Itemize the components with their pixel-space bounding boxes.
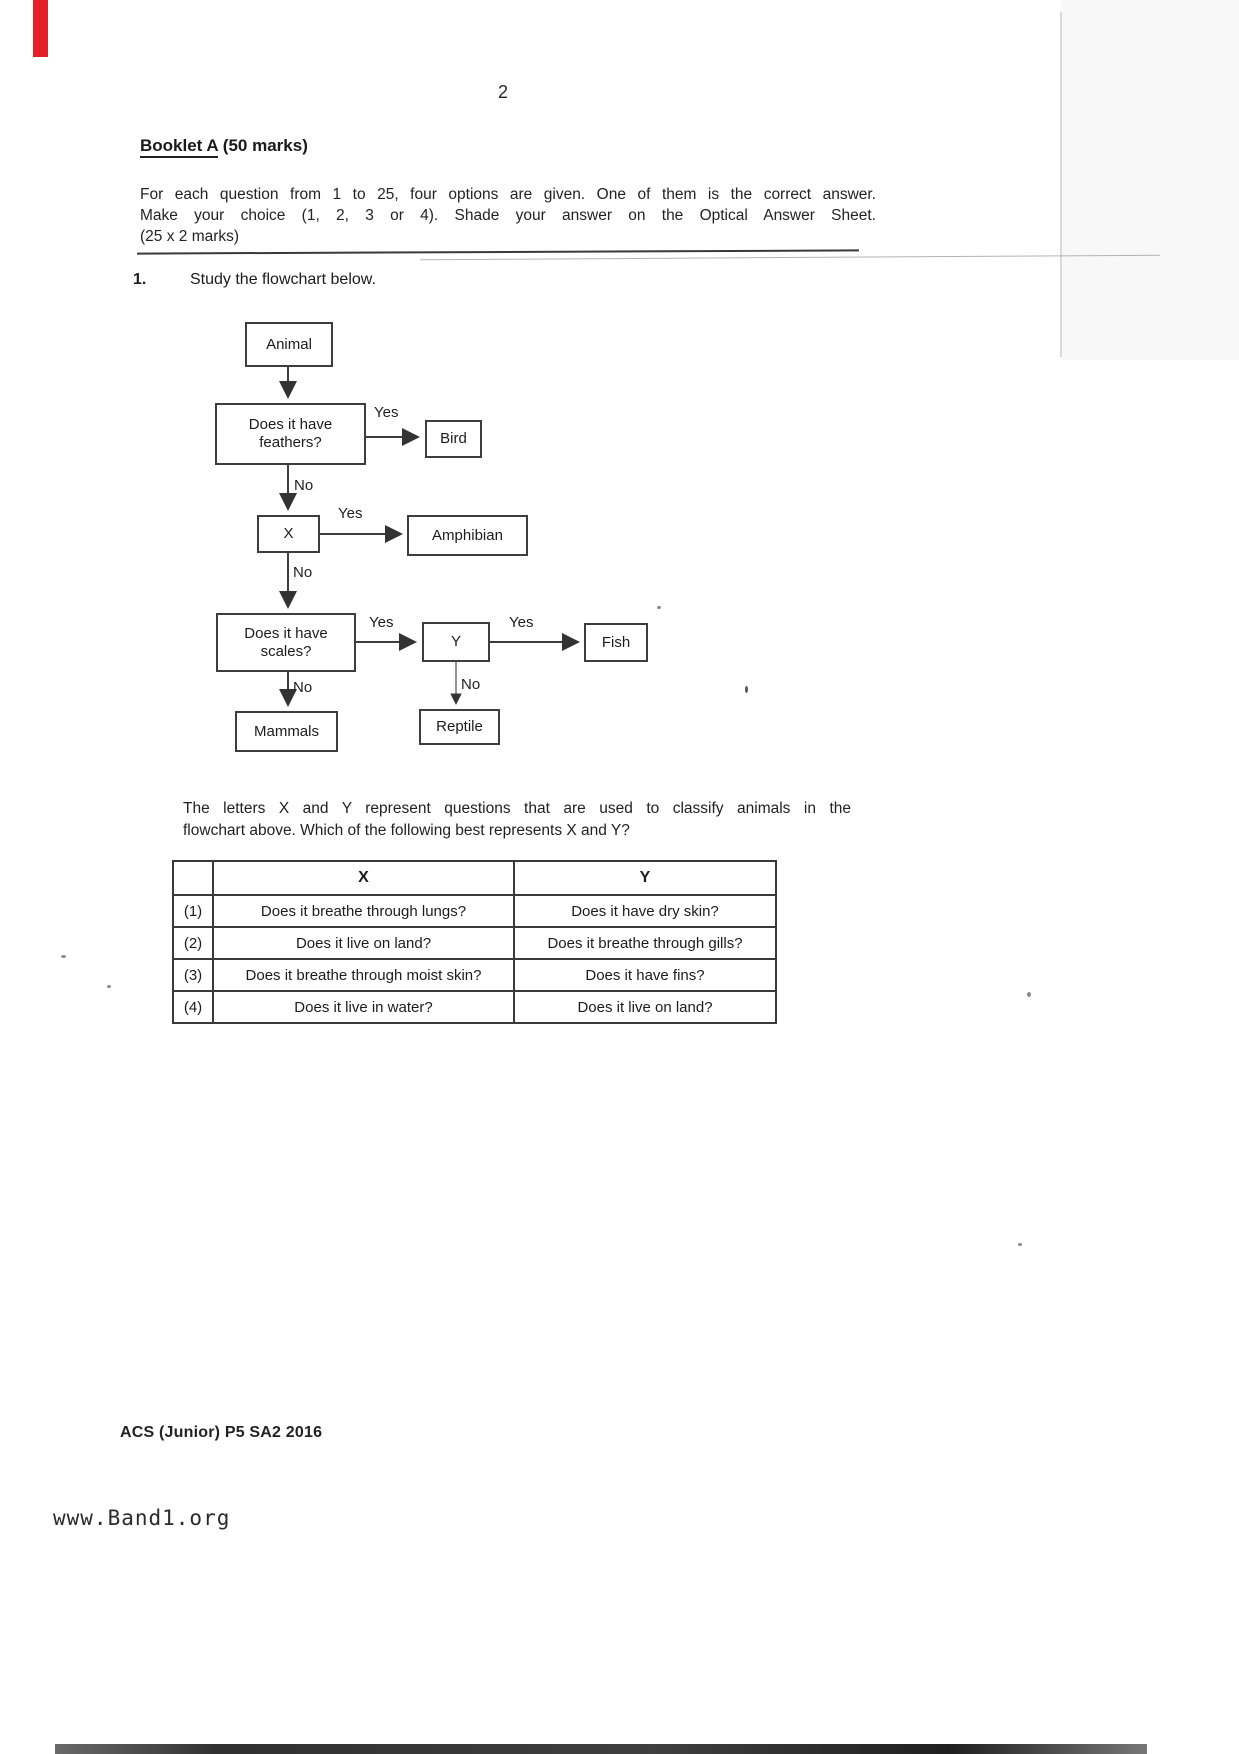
scan-speck (61, 955, 66, 958)
page-footer: ACS (Junior) P5 SA2 2016 (120, 1424, 323, 1441)
page-number: 2 (498, 82, 509, 102)
followup-line-1: The letters X and Y represent questions that are used to classify animals in the (183, 800, 851, 817)
edge-label-scales-yes: Yes (369, 614, 394, 631)
y-cell: Does it have fins? (514, 959, 776, 991)
followup-line-2: flowchart above. Which of the following best represents X and Y? (183, 821, 630, 839)
flowchart-node-x: X (257, 515, 320, 553)
option-number: (2) (173, 927, 213, 959)
watermark: www.Band1.org (53, 1506, 236, 1532)
booklet-title: Booklet A (140, 136, 218, 158)
scan-speck (107, 985, 111, 988)
option-number: (3) (173, 959, 213, 991)
x-cell: Does it live on land? (213, 927, 514, 959)
edge-label-x-no: No (293, 564, 313, 581)
edge-label-feathers-yes: Yes (374, 404, 399, 421)
x-cell: Does it breathe through moist skin? (213, 959, 514, 991)
flowchart-node-reptile: Reptile (419, 709, 500, 745)
flowchart-node-mammals: Mammals (235, 711, 338, 752)
x-cell: Does it breathe through lungs? (213, 895, 514, 927)
flowchart-node-scales-question: Does it have scales? (216, 613, 356, 672)
scan-speck (745, 686, 748, 693)
bottom-bar-artifact (55, 1744, 1147, 1754)
instructions-line-2: Make your choice (1, 2, 3 or 4). Shade your answer on the Optical Answer Sheet. (140, 207, 876, 224)
flowchart-node-amphibian: Amphibian (407, 515, 528, 556)
x-cell: Does it live in water? (213, 991, 514, 1023)
edge-label-x-yes: Yes (338, 505, 363, 522)
scan-speck (657, 606, 661, 609)
flowchart-node-y: Y (422, 622, 490, 662)
instructions-line-3: (25 x 2 marks) (140, 228, 240, 245)
edge-label-y-no: No (461, 676, 481, 693)
option-number: (1) (173, 895, 213, 927)
red-bar-artifact (33, 0, 48, 57)
flowchart-node-feathers-question: Does it have feathers? (215, 403, 366, 465)
scan-speck (1018, 1243, 1022, 1246)
edge-label-y-yes: Yes (509, 614, 534, 631)
question-number: 1. (133, 271, 147, 288)
question-prompt: Study the flowchart below. (190, 271, 376, 288)
y-cell: Does it have dry skin? (514, 895, 776, 927)
flowchart-node-animal: Animal (245, 322, 333, 367)
table-header-x: X (213, 861, 514, 895)
y-cell: Does it breathe through gills? (514, 927, 776, 959)
booklet-marks: (50 marks) (218, 136, 308, 155)
instructions-line-1: For each question from 1 to 25, four options are given. One of them is the correct answer. (140, 186, 876, 203)
edge-label-feathers-no: No (294, 477, 314, 494)
flowchart-node-bird: Bird (425, 420, 482, 458)
edge-label-scales-no: No (293, 679, 313, 696)
option-number: (4) (173, 991, 213, 1023)
y-cell: Does it live on land? (514, 991, 776, 1023)
scan-speck (1027, 992, 1031, 997)
flowchart-node-fish: Fish (584, 623, 648, 662)
table-header-y: Y (514, 861, 776, 895)
